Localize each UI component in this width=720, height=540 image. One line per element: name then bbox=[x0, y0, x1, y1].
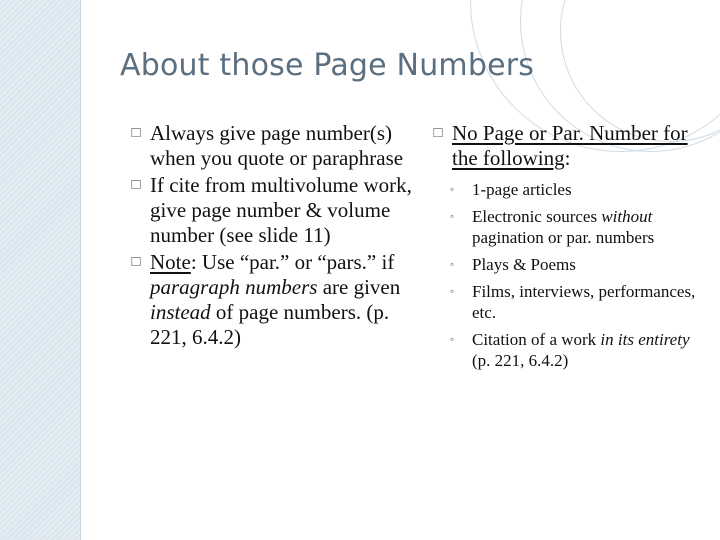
sub-list-item bbox=[430, 254, 700, 275]
emphasis-text: instead bbox=[150, 300, 211, 324]
bullet-text: If cite from multivolume work, give page number & volume number (see slide 11) bbox=[150, 173, 412, 247]
bullet-item bbox=[430, 121, 700, 171]
sub-list bbox=[430, 179, 700, 371]
sub-item-text: Films, interviews, performances, etc. bbox=[472, 282, 696, 322]
sub-list-item bbox=[430, 206, 700, 248]
bullet-item bbox=[128, 250, 418, 350]
heading-suffix: : bbox=[564, 146, 571, 170]
right-column bbox=[430, 121, 700, 377]
checkbox-bullet-icon: □ bbox=[131, 254, 141, 270]
sub-item-text: Plays & Poems bbox=[472, 255, 576, 274]
bullet-item bbox=[128, 173, 418, 248]
checkbox-bullet-icon: □ bbox=[131, 177, 141, 193]
bullet-text: Always give page number(s) when you quote or paraphrase bbox=[150, 121, 404, 170]
sub-list-item bbox=[430, 329, 700, 371]
bullet-text: of page numbers. (p. 221, 6.4.2) bbox=[150, 300, 390, 349]
left-column bbox=[128, 121, 418, 352]
sub-item-text: (p. 221, 6.4.2) bbox=[472, 351, 569, 370]
circle-bullet-icon: ◦ bbox=[450, 257, 455, 271]
circle-bullet-icon: ◦ bbox=[450, 332, 455, 346]
checkbox-bullet-icon: □ bbox=[131, 125, 141, 141]
circle-bullet-icon: ◦ bbox=[450, 284, 455, 298]
sub-list-item bbox=[430, 281, 700, 323]
slide-title: About those Page Numbers bbox=[120, 48, 535, 83]
bullet-text: are given bbox=[317, 275, 401, 299]
sub-list-item bbox=[430, 179, 700, 200]
circle-bullet-icon: ◦ bbox=[450, 182, 455, 196]
decorative-side-band bbox=[0, 0, 80, 540]
side-divider bbox=[80, 0, 81, 540]
circle-bullet-icon: ◦ bbox=[450, 209, 455, 223]
emphasis-text: in its entirety bbox=[600, 330, 690, 349]
section-heading: No Page or Par. Number for the following bbox=[452, 121, 688, 170]
bullet-item bbox=[128, 121, 418, 171]
sub-item-text: Citation of a work bbox=[472, 330, 601, 349]
bullet-text: : Use “par.” or “pars.” if bbox=[190, 250, 395, 274]
sub-item-text: Electronic sources bbox=[472, 207, 602, 226]
emphasis-text: paragraph numbers bbox=[150, 275, 318, 299]
sub-item-text: pagination or par. numbers bbox=[472, 228, 655, 247]
emphasis-text: without bbox=[601, 207, 653, 226]
sub-item-text: 1-page articles bbox=[472, 180, 572, 199]
note-label: Note bbox=[150, 250, 191, 274]
checkbox-bullet-icon: □ bbox=[433, 125, 443, 141]
